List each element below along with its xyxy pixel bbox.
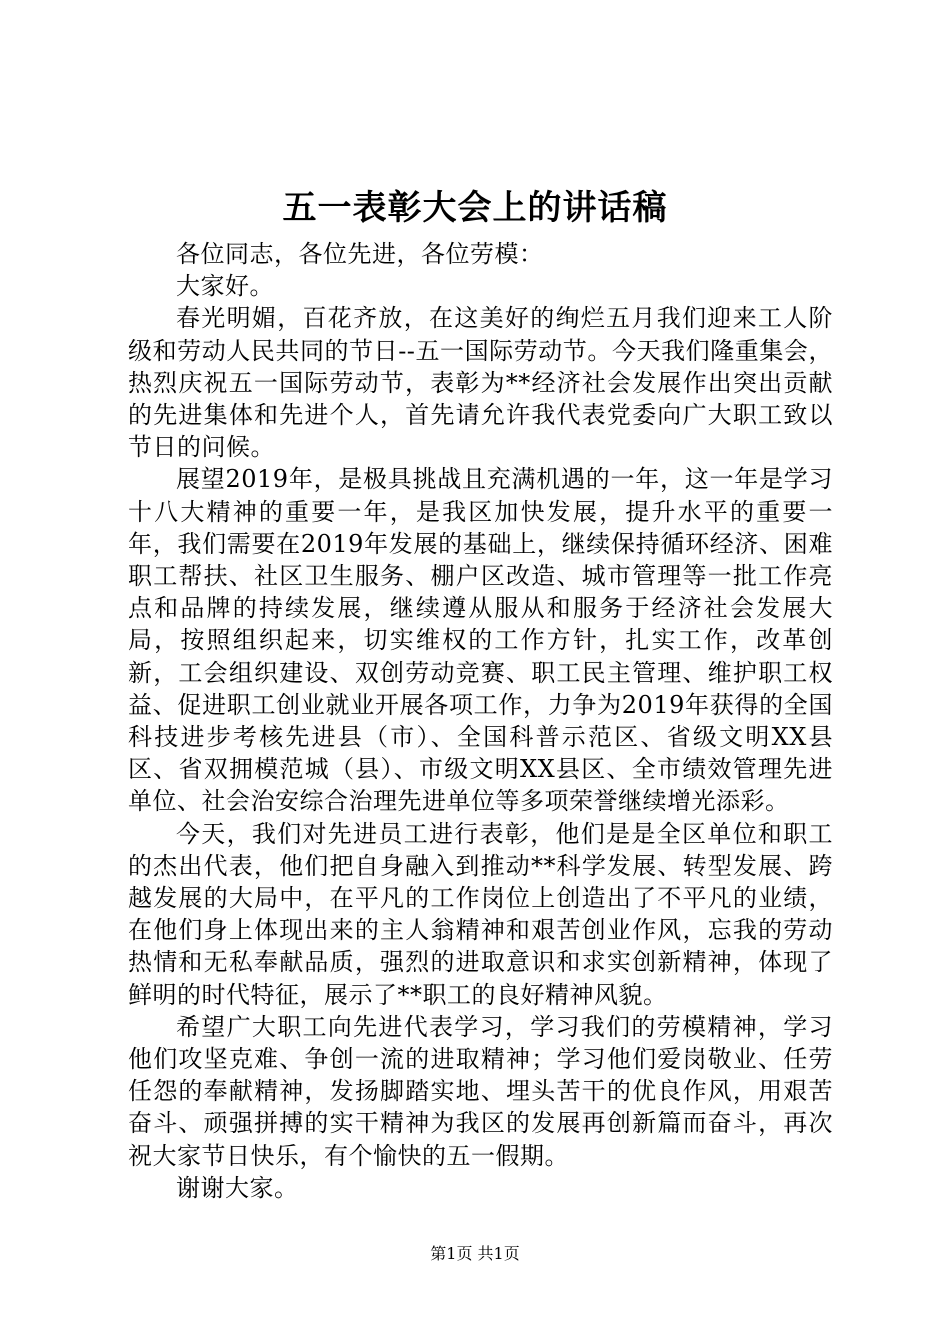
paragraph-opening: 春光明媚，百花齐放，在这美好的绚烂五月我们迎来工人阶级和劳动人民共同的节日--五一国际劳动节。今天我们隆重集会，热烈庆祝五一国际劳动节，表彰为**经济社会发展作出突出贡献的先进集体和先进个人，首先请允许我代表党委向广大职工致以节日的问候。 [128, 304, 833, 462]
salutation: 各位同志，各位先进，各位劳模： [176, 240, 544, 268]
document-body [128, 238, 833, 1204]
paragraph-commendation: 今天，我们对先进员工进行表彰，他们是是全区单位和职工的杰出代表，他们把自身融入到推动**科学发展、转型发展、跨越发展的大局中，在平凡的工作岗位上创造出了不平凡的业绩，在他们身上体现出来的主人翁精神和艰苦创业作风，忘我的劳动热情和无私奉献品质，强烈的进取意识和求实创新精神，体现了鲜明的时代特征，展示了**职工的良好精神风貌。 [128, 819, 833, 1009]
document-title: 五一表彰大会上的讲话稿 [282, 188, 668, 228]
paragraph-outlook: 展望2019年，是极具挑战且充满机遇的一年，这一年是学习十八大精神的重要一年，是我区加快发展，提升水平的重要一年，我们需要在2019年发展的基础上，继续保持循环经济、困难职工帮扶、社区卫生服务、棚户区改造、城市管理等一批工作亮点和品牌的持续发展，继续遵从服从和服务于经济社会发展大局，按照组织起来，切实维权的工作方针，扎实工作，改革创新，工会组织建设、双创劳动竞赛、职工民主管理、维护职工权益、促进职工创业就业开展各项工作，力争为2019年获得的全国科技进步考核先进县（市）、全国科普示范区、省级文明XX县区、省双拥模范城（县）、市级文明XX县区、全市绩效管理先进单位、社会治安综合治理先进单位等多项荣誉继续增光添彩。 [128, 465, 833, 816]
greeting: 大家好。 [176, 272, 274, 301]
closing: 谢谢大家。 [176, 1173, 299, 1202]
paragraph-hope: 希望广大职工向先进代表学习，学习我们的劳模精神，学习他们攻坚克难、争创一流的进取精神；学习他们爱岗敬业、任劳任怨的奉献精神，发扬脚踏实地、埋头苦干的优良作风，用艰苦奋斗、顽强拼搏的实干精神为我区的发展再创新篇而奋斗，再次祝大家节日快乐，有个愉快的五一假期。 [128, 1012, 833, 1170]
page-footer: 第1页 共1页 [430, 1244, 520, 1263]
